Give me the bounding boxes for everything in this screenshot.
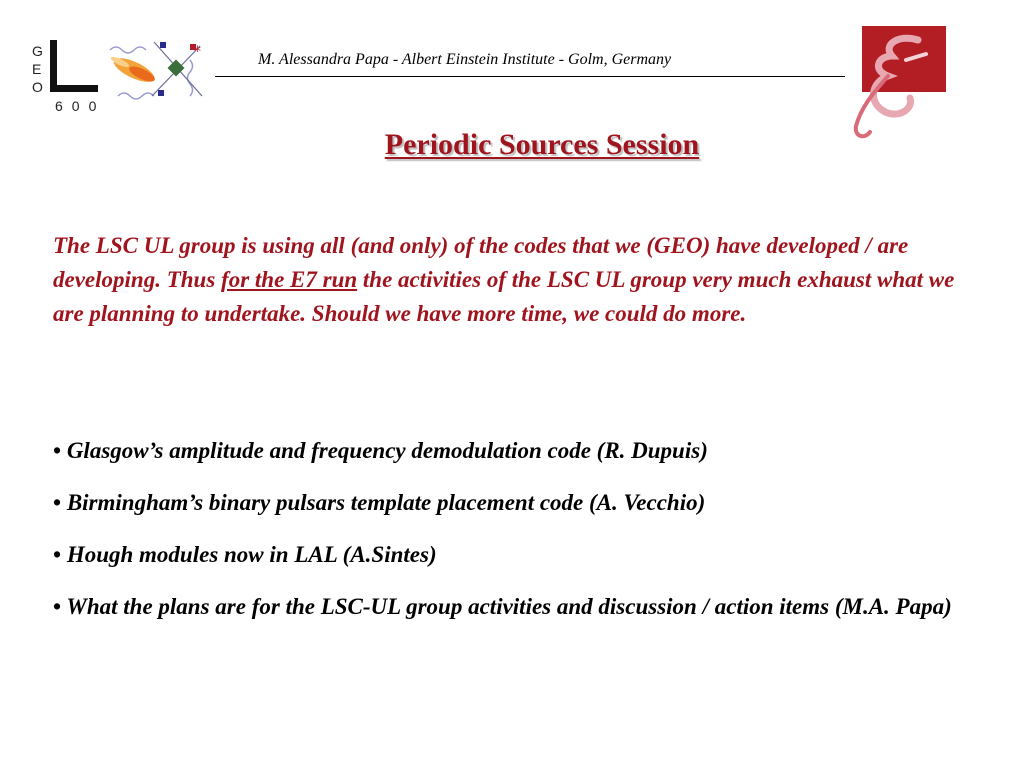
bullet-item bbox=[53, 486, 978, 520]
bullet-list bbox=[53, 434, 978, 642]
bullet-marker: • bbox=[53, 490, 62, 515]
svg-text:*: * bbox=[194, 44, 201, 60]
slide-title: Periodic Sources Session bbox=[384, 128, 700, 161]
geo-interferometer-icon bbox=[22, 30, 217, 122]
header-divider bbox=[215, 76, 845, 77]
bullet-marker: • bbox=[53, 542, 62, 567]
bullet-text: Birmingham’s binary pulsars template placement code (A. Vecchio) bbox=[61, 490, 706, 515]
aei-logo bbox=[848, 26, 950, 142]
intro-paragraph bbox=[53, 229, 978, 331]
bullet-text: Glasgow’s amplitude and frequency demodulation code (R. Dupuis) bbox=[61, 438, 708, 463]
bullet-item bbox=[53, 434, 978, 468]
intro-text-end: the activities of the LSC UL group very much exhaust what we are planning to undertake. Should we have more time, we could do more. bbox=[53, 267, 955, 326]
bullet-marker: • bbox=[53, 594, 62, 619]
geo-letter-e: E bbox=[32, 61, 42, 77]
header-author-line: M. Alessandra Papa - Albert Einstein Institute - Golm, Germany bbox=[258, 51, 672, 68]
bullet-marker: • bbox=[53, 438, 62, 463]
geo600-logo bbox=[22, 30, 217, 122]
geo-letter-g: G bbox=[32, 43, 43, 59]
geo-letter-o: O bbox=[32, 79, 43, 95]
bullet-text: Hough modules now in LAL (A.Sintes) bbox=[61, 542, 437, 567]
bullet-item bbox=[53, 590, 978, 624]
intro-text-start: The LSC UL group is using all (and only) of the codes that we (GEO) have developed / are developing. Thus bbox=[53, 233, 909, 292]
bullet-text: What the plans are for the LSC-UL group activities and discussion / action items (M.A. Papa) bbox=[61, 594, 952, 619]
geo-number: 600 bbox=[55, 98, 106, 114]
intro-underlined-text: for the E7 run bbox=[221, 267, 358, 292]
bullet-item bbox=[53, 538, 978, 572]
